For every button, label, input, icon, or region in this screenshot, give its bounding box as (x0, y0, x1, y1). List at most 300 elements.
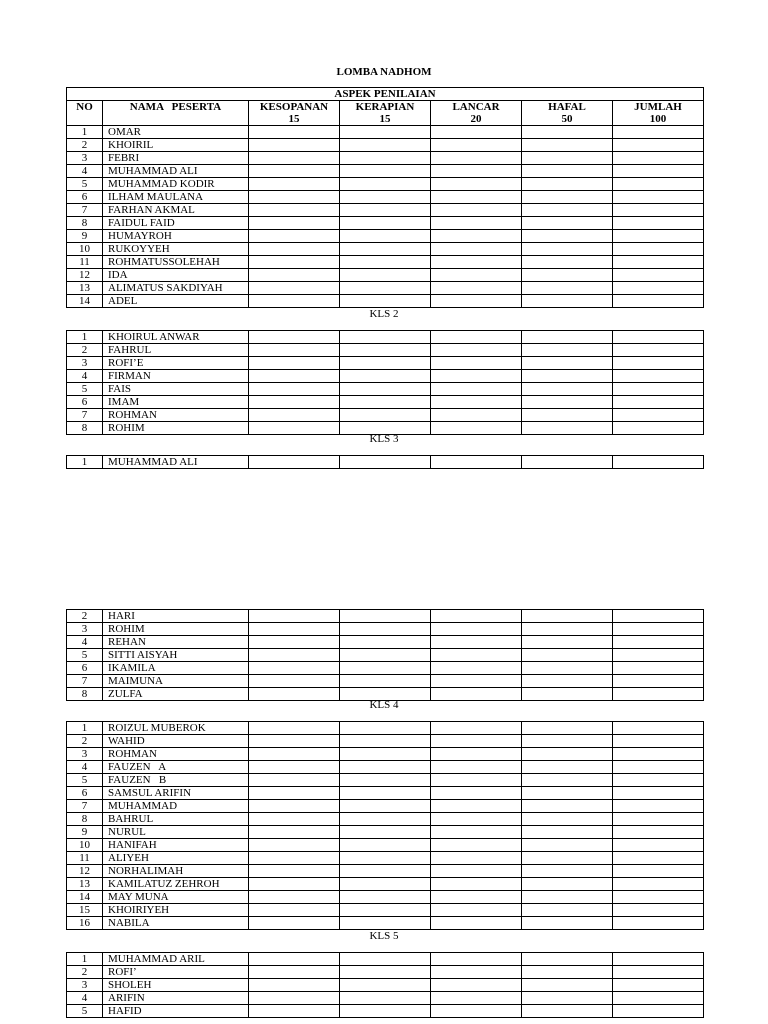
row-number: 6 (67, 396, 103, 409)
jumlah-score-cell (613, 878, 704, 891)
table-row (67, 891, 704, 904)
participant-name: FAUZEN A (103, 761, 249, 774)
hafal-score-cell (522, 722, 613, 735)
hafal-score-cell (522, 152, 613, 165)
kerapian-score-cell (340, 370, 431, 383)
participant-name: HARI (103, 610, 249, 623)
hafal-score-cell (522, 852, 613, 865)
row-number: 2 (67, 735, 103, 748)
participant-name: KHOIRUL ANWAR (103, 331, 249, 344)
lancar-score-cell (431, 966, 522, 979)
kesopanan-score-cell (249, 344, 340, 357)
jumlah-score-cell (613, 865, 704, 878)
table-row (67, 649, 704, 662)
jumlah-score-cell (613, 748, 704, 761)
kerapian-score-cell (340, 878, 431, 891)
participant-name: ROHIM (103, 623, 249, 636)
hafal-score-cell (522, 649, 613, 662)
jumlah-score-cell (613, 774, 704, 787)
lancar-score-cell (431, 178, 522, 191)
row-number: 14 (67, 295, 103, 308)
kerapian-score-cell (340, 722, 431, 735)
kesopanan-score-cell (249, 217, 340, 230)
lancar-score-cell (431, 269, 522, 282)
kesopanan-score-cell (249, 953, 340, 966)
table-row (67, 230, 704, 243)
hafal-score-cell (522, 992, 613, 1005)
kesopanan-score-cell (249, 331, 340, 344)
table-row (67, 966, 704, 979)
kesopanan-score-cell (249, 370, 340, 383)
participant-name: FAHRUL (103, 344, 249, 357)
lancar-score-cell (431, 735, 522, 748)
kesopanan-score-cell (249, 761, 340, 774)
row-number: 4 (67, 992, 103, 1005)
table-row (67, 787, 704, 800)
kesopanan-header: KESOPANAN 15 (249, 101, 340, 126)
hafal-score-cell (522, 370, 613, 383)
jumlah-score-cell (613, 623, 704, 636)
lancar-score-cell (431, 865, 522, 878)
document-title: LOMBA NADHOM (336, 66, 432, 78)
lancar-score-cell (431, 992, 522, 1005)
lancar-score-cell (431, 165, 522, 178)
kesopanan-score-cell (249, 813, 340, 826)
hafal-header: HAFAL 50 (522, 101, 613, 126)
participant-name: FEBRI (103, 152, 249, 165)
kesopanan-score-cell (249, 774, 340, 787)
participant-name: ARIFIN (103, 992, 249, 1005)
participant-name: ALIMATUS SAKDIYAH (103, 282, 249, 295)
participant-name: KHOIRIYEH (103, 904, 249, 917)
row-number: 8 (67, 422, 103, 435)
kesopanan-score-cell (249, 787, 340, 800)
row-number: 16 (67, 917, 103, 930)
kesopanan-score-cell (249, 1005, 340, 1018)
hafal-score-cell (522, 979, 613, 992)
kerapian-score-cell (340, 852, 431, 865)
lancar-score-cell (431, 217, 522, 230)
table-row (67, 295, 704, 308)
kerapian-score-cell (340, 748, 431, 761)
kesopanan-score-cell (249, 748, 340, 761)
table-row (67, 748, 704, 761)
table-row (67, 383, 704, 396)
row-number: 7 (67, 409, 103, 422)
participant-name: MUHAMMAD (103, 800, 249, 813)
kesopanan-score-cell (249, 243, 340, 256)
participant-name: HUMAYROH (103, 230, 249, 243)
kesopanan-score-cell (249, 282, 340, 295)
table-row (67, 256, 704, 269)
table-row (67, 878, 704, 891)
jumlah-score-cell (613, 839, 704, 852)
kesopanan-score-cell (249, 979, 340, 992)
kesopanan-score-cell (249, 839, 340, 852)
kerapian-score-cell (340, 243, 431, 256)
hafal-score-cell (522, 409, 613, 422)
lancar-score-cell (431, 722, 522, 735)
lancar-score-cell (431, 1005, 522, 1018)
table-row (67, 217, 704, 230)
row-number: 1 (67, 722, 103, 735)
kerapian-score-cell (340, 1005, 431, 1018)
row-number: 5 (67, 649, 103, 662)
participant-name: OMAR (103, 126, 249, 139)
row-number: 4 (67, 761, 103, 774)
hafal-score-cell (522, 456, 613, 469)
hafal-score-cell (522, 230, 613, 243)
participant-name: WAHID (103, 735, 249, 748)
kesopanan-score-cell (249, 852, 340, 865)
table-row (67, 800, 704, 813)
kesopanan-score-cell (249, 662, 340, 675)
kesopanan-score-cell (249, 636, 340, 649)
table-row (67, 979, 704, 992)
participant-name: HANIFAH (103, 839, 249, 852)
hafal-score-cell (522, 610, 613, 623)
row-number: 14 (67, 891, 103, 904)
hafal-score-cell (522, 383, 613, 396)
table-row (67, 1005, 704, 1018)
kesopanan-score-cell (249, 126, 340, 139)
lancar-score-cell (431, 761, 522, 774)
participant-name: RUKOYYEH (103, 243, 249, 256)
lancar-score-cell (431, 636, 522, 649)
row-number: 5 (67, 178, 103, 191)
lancar-score-cell (431, 787, 522, 800)
participant-name: FAIS (103, 383, 249, 396)
kesopanan-score-cell (249, 396, 340, 409)
hafal-score-cell (522, 623, 613, 636)
jumlah-header: JUMLAH 100 (613, 101, 704, 126)
row-number: 11 (67, 852, 103, 865)
kerapian-score-cell (340, 178, 431, 191)
score-table-kls1 (66, 87, 704, 308)
hafal-score-cell (522, 917, 613, 930)
kerapian-score-cell (340, 204, 431, 217)
kerapian-score-cell (340, 126, 431, 139)
lancar-score-cell (431, 230, 522, 243)
jumlah-score-cell (613, 813, 704, 826)
hafal-score-cell (522, 344, 613, 357)
table-row (67, 852, 704, 865)
kesopanan-score-cell (249, 230, 340, 243)
jumlah-score-cell (613, 636, 704, 649)
hafal-score-cell (522, 256, 613, 269)
jumlah-score-cell (613, 204, 704, 217)
hafal-score-cell (522, 748, 613, 761)
table-row (67, 675, 704, 688)
kesopanan-score-cell (249, 295, 340, 308)
lancar-score-cell (431, 152, 522, 165)
kerapian-score-cell (340, 787, 431, 800)
participant-name: IMAM (103, 396, 249, 409)
row-number: 1 (67, 953, 103, 966)
jumlah-score-cell (613, 675, 704, 688)
kesopanan-score-cell (249, 152, 340, 165)
kerapian-score-cell (340, 256, 431, 269)
jumlah-score-cell (613, 396, 704, 409)
jumlah-score-cell (613, 243, 704, 256)
score-table-kls3 (66, 455, 704, 469)
nama-header: NAMA PESERTA (103, 101, 249, 126)
participant-name: ROIZUL MUBEROK (103, 722, 249, 735)
lancar-score-cell (431, 891, 522, 904)
table-row (67, 623, 704, 636)
row-number: 5 (67, 383, 103, 396)
row-number: 3 (67, 748, 103, 761)
lancar-score-cell (431, 370, 522, 383)
lancar-score-cell (431, 917, 522, 930)
table-row (67, 735, 704, 748)
table-row (67, 636, 704, 649)
row-number: 4 (67, 636, 103, 649)
hafal-score-cell (522, 675, 613, 688)
row-number: 4 (67, 165, 103, 178)
lancar-score-cell (431, 979, 522, 992)
participant-name: MUHAMMAD ARIL (103, 953, 249, 966)
row-number: 2 (67, 344, 103, 357)
hafal-score-cell (522, 269, 613, 282)
jumlah-score-cell (613, 917, 704, 930)
jumlah-score-cell (613, 992, 704, 1005)
participant-name: ADEL (103, 295, 249, 308)
jumlah-score-cell (613, 126, 704, 139)
table-row (67, 774, 704, 787)
row-number: 7 (67, 800, 103, 813)
row-number: 9 (67, 826, 103, 839)
kerapian-score-cell (340, 383, 431, 396)
jumlah-score-cell (613, 383, 704, 396)
table-row (67, 204, 704, 217)
table-row (67, 839, 704, 852)
hafal-score-cell (522, 839, 613, 852)
lancar-score-cell (431, 826, 522, 839)
score-table-kls3-cont (66, 609, 704, 701)
kerapian-score-cell (340, 761, 431, 774)
table-row (67, 152, 704, 165)
kesopanan-score-cell (249, 826, 340, 839)
kesopanan-score-cell (249, 917, 340, 930)
lancar-score-cell (431, 675, 522, 688)
lancar-score-cell (431, 331, 522, 344)
kerapian-score-cell (340, 865, 431, 878)
jumlah-score-cell (613, 139, 704, 152)
hafal-score-cell (522, 813, 613, 826)
participant-name: ALIYEH (103, 852, 249, 865)
hafal-score-cell (522, 357, 613, 370)
participant-name: FIRMAN (103, 370, 249, 383)
participant-name: NORHALIMAH (103, 865, 249, 878)
hafal-score-cell (522, 787, 613, 800)
row-number: 11 (67, 256, 103, 269)
kerapian-score-cell (340, 904, 431, 917)
jumlah-score-cell (613, 357, 704, 370)
lancar-score-cell (431, 409, 522, 422)
kerapian-score-cell (340, 966, 431, 979)
hafal-score-cell (522, 282, 613, 295)
jumlah-score-cell (613, 178, 704, 191)
table-row (67, 826, 704, 839)
participant-name: ROFI’ (103, 966, 249, 979)
jumlah-score-cell (613, 217, 704, 230)
participant-name: MUHAMMAD KODIR (103, 178, 249, 191)
lancar-score-cell (431, 839, 522, 852)
participant-name: NURUL (103, 826, 249, 839)
table-row (67, 865, 704, 878)
participant-name: MAIMUNA (103, 675, 249, 688)
row-number: 8 (67, 217, 103, 230)
table-row (67, 126, 704, 139)
kesopanan-score-cell (249, 800, 340, 813)
participant-name: REHAN (103, 636, 249, 649)
jumlah-score-cell (613, 966, 704, 979)
table-row (67, 331, 704, 344)
lancar-score-cell (431, 662, 522, 675)
table-row (67, 610, 704, 623)
kerapian-score-cell (340, 649, 431, 662)
lancar-score-cell (431, 396, 522, 409)
no-header: NO (67, 101, 103, 126)
kerapian-score-cell (340, 295, 431, 308)
kesopanan-score-cell (249, 409, 340, 422)
kerapian-score-cell (340, 623, 431, 636)
hafal-score-cell (522, 966, 613, 979)
lancar-score-cell (431, 295, 522, 308)
hafal-score-cell (522, 953, 613, 966)
jumlah-score-cell (613, 230, 704, 243)
hafal-score-cell (522, 178, 613, 191)
table-row (67, 282, 704, 295)
row-number: 6 (67, 191, 103, 204)
jumlah-score-cell (613, 761, 704, 774)
kesopanan-score-cell (249, 865, 340, 878)
kerapian-score-cell (340, 152, 431, 165)
kerapian-score-cell (340, 230, 431, 243)
kesopanan-score-cell (249, 139, 340, 152)
kerapian-score-cell (340, 891, 431, 904)
kerapian-score-cell (340, 917, 431, 930)
participant-name: IKAMILA (103, 662, 249, 675)
kerapian-score-cell (340, 675, 431, 688)
lancar-score-cell (431, 204, 522, 217)
row-number: 3 (67, 623, 103, 636)
kerapian-score-cell (340, 839, 431, 852)
kesopanan-score-cell (249, 649, 340, 662)
row-number: 13 (67, 282, 103, 295)
kesopanan-score-cell (249, 357, 340, 370)
kerapian-score-cell (340, 217, 431, 230)
kesopanan-score-cell (249, 610, 340, 623)
jumlah-score-cell (613, 852, 704, 865)
jumlah-score-cell (613, 1005, 704, 1018)
aspek-header: ASPEK PENILAIAN (67, 88, 704, 101)
kerapian-score-cell (340, 456, 431, 469)
lancar-score-cell (431, 139, 522, 152)
lancar-score-cell (431, 191, 522, 204)
table-row (67, 243, 704, 256)
hafal-score-cell (522, 865, 613, 878)
participant-name: MUHAMMAD ALI (103, 456, 249, 469)
row-number: 8 (67, 813, 103, 826)
hafal-score-cell (522, 904, 613, 917)
kesopanan-score-cell (249, 165, 340, 178)
lancar-score-cell (431, 748, 522, 761)
kerapian-score-cell (340, 357, 431, 370)
row-number: 13 (67, 878, 103, 891)
table-row (67, 344, 704, 357)
section-label-kls5: KLS 5 (369, 930, 399, 942)
participant-name: ROHMAN (103, 748, 249, 761)
kerapian-score-cell (340, 813, 431, 826)
lancar-score-cell (431, 256, 522, 269)
participant-name: SHOLEH (103, 979, 249, 992)
row-number: 7 (67, 204, 103, 217)
jumlah-score-cell (613, 979, 704, 992)
kesopanan-score-cell (249, 891, 340, 904)
kerapian-score-cell (340, 979, 431, 992)
participant-name: ROFI’E (103, 357, 249, 370)
jumlah-score-cell (613, 370, 704, 383)
row-number: 4 (67, 370, 103, 383)
participant-name: NABILA (103, 917, 249, 930)
jumlah-score-cell (613, 295, 704, 308)
participant-name: HAFID (103, 1005, 249, 1018)
kesopanan-score-cell (249, 878, 340, 891)
lancar-score-cell (431, 774, 522, 787)
lancar-score-cell (431, 878, 522, 891)
jumlah-score-cell (613, 735, 704, 748)
table-row (67, 456, 704, 469)
hafal-score-cell (522, 761, 613, 774)
participant-name: IDA (103, 269, 249, 282)
row-number: 12 (67, 269, 103, 282)
table-row (67, 992, 704, 1005)
kerapian-score-cell (340, 992, 431, 1005)
participant-name: ROHMATUSSOLEHAH (103, 256, 249, 269)
table-row (67, 904, 704, 917)
hafal-score-cell (522, 891, 613, 904)
section-label-kls3: KLS 3 (369, 433, 399, 445)
hafal-score-cell (522, 774, 613, 787)
row-number: 10 (67, 839, 103, 852)
lancar-score-cell (431, 904, 522, 917)
jumlah-score-cell (613, 722, 704, 735)
hafal-score-cell (522, 662, 613, 675)
hafal-score-cell (522, 800, 613, 813)
hafal-score-cell (522, 217, 613, 230)
table-row (67, 761, 704, 774)
participant-name: FAUZEN B (103, 774, 249, 787)
lancar-score-cell (431, 953, 522, 966)
participant-name: FARHAN AKMAL (103, 204, 249, 217)
jumlah-score-cell (613, 891, 704, 904)
kesopanan-score-cell (249, 178, 340, 191)
kesopanan-score-cell (249, 623, 340, 636)
jumlah-score-cell (613, 904, 704, 917)
row-number: 6 (67, 787, 103, 800)
kerapian-header: KERAPIAN 15 (340, 101, 431, 126)
row-number: 3 (67, 979, 103, 992)
participant-name: SAMSUL ARIFIN (103, 787, 249, 800)
lancar-score-cell (431, 456, 522, 469)
lancar-score-cell (431, 610, 522, 623)
table-row (67, 139, 704, 152)
hafal-score-cell (522, 295, 613, 308)
participant-name: ROHMAN (103, 409, 249, 422)
section-label-kls4: KLS 4 (369, 699, 399, 711)
